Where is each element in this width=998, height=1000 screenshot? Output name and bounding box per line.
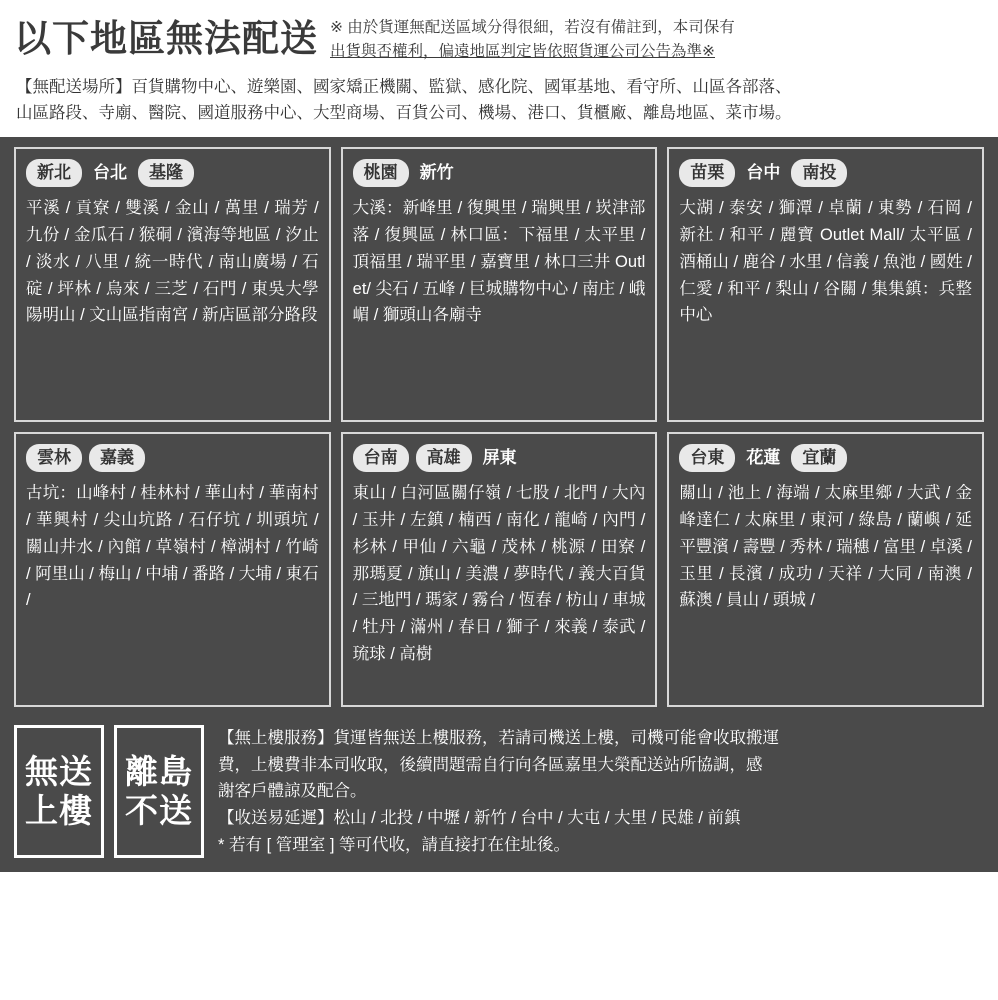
- header: [0, 0, 998, 72]
- region-tab-tainan: 台南: [353, 444, 409, 473]
- header-note-line1: ※ 由於貨運無配送區域分得很細，若沒有備註到，本司保有: [330, 19, 735, 36]
- region-tab-kaohsiung: 高雄: [416, 444, 472, 473]
- region-card-miaoli-taichung-nantou: [667, 147, 984, 422]
- region-tab-taichung: 台中: [746, 162, 781, 182]
- page-title: 以下地區無法配送: [14, 17, 318, 59]
- region-tab-keelung: 基隆: [138, 159, 194, 188]
- footer-notes: [214, 725, 984, 859]
- region-tab-xinbei: 新北: [26, 159, 82, 188]
- region-tab-taoyuan: 桃園: [353, 159, 409, 188]
- header-note: [330, 14, 984, 64]
- region-tab-chiayi: 嘉義: [89, 444, 145, 473]
- region-tab-miaoli: 苗栗: [679, 159, 735, 188]
- region-card-tainan-kaohsiung-pingtung: [341, 432, 658, 707]
- region-tabs: [353, 159, 646, 188]
- region-tab-taitung: 台東: [679, 444, 735, 473]
- footer-note-line2: 費，上樓費非本司收取，後續問題需自行向各區嘉里大榮配送站所協調，感: [218, 755, 763, 774]
- footer-note-line5: * 若有 [ 管理室 ] 等可代收，請直接打在住址後。: [218, 835, 571, 854]
- region-card-north: [14, 147, 331, 422]
- footer-note-line3: 謝客戶體諒及配合。: [218, 782, 367, 801]
- region-area-list: 東山 / 白河區關仔嶺 / 七股 / 北門 / 大內 / 玉井 / 左鎮 / 楠西 / 南化 / 龍崎 / 內門 / 杉林 / 甲仙 / 六龜 / 茂林 / 桃源 / 田寮 / 那瑪夏 / 旗山 / 美濃 / 夢時代 / 義大百貨 / 三地門 / 瑪家 / 霧台 / 恆春 / 枋山 / 車城 / 牡丹 / 滿州 / 春日 / 獅子 / 來義 / 泰武 / 琉球 / 高樹: [352, 484, 646, 663]
- no-delivery-places-line2: 山區路段、寺廟、醫院、國道服務中心、大型商場、百貨公司、機場、港口、貨櫃廠、離島地區、菜市場。: [16, 104, 792, 123]
- region-area-list: 古坑：山峰村 / 桂林村 / 華山村 / 華南村 / 華興村 / 尖山坑路 / 石仔坑 / 圳頭坑 / 關山井水 / 內館 / 草嶺村 / 樟湖村 / 竹崎 / 阿里山 / 梅山 / 中埔 / 番路 / 大埔 / 東石 /: [26, 484, 319, 610]
- region-tab-nantou: 南投: [791, 159, 847, 188]
- footer-note-line1: 【無上樓服務】貨運皆無送上樓服務，若請司機送上樓，司機可能會收取搬運: [218, 728, 779, 747]
- stamp-no-upstairs-line1: 無送: [25, 752, 93, 790]
- region-tabs: [679, 444, 972, 473]
- footer: [0, 719, 998, 873]
- region-area-list: 關山 / 池上 / 海端 / 太麻里鄉 / 大武 / 金峰達仁 / 太麻里 / 東河 / 綠島 / 蘭嶼 / 延平豐濱 / 壽豐 / 秀林 / 瑞穗 / 富里 / 卓溪 / 玉里 / 長濱 / 成功 / 天祥 / 大同 / 南澳 / 蘇澳 / 員山 / 頭城 /: [679, 484, 972, 610]
- header-note-line2: 出貨與否權利，偏遠地區判定皆依照貨運公司公告為準※: [330, 43, 715, 61]
- region-tabs: [26, 444, 319, 473]
- region-card-taoyuan-hsinchu: [341, 147, 658, 422]
- stamp-no-upstairs-delivery: [14, 725, 104, 859]
- region-tab-taipei: 台北: [93, 162, 127, 182]
- region-area-list: 大溪：新峰里 / 復興里 / 瑞興里 / 崁津部落 / 復興區 / 林口區：下福里 / 太平里 / 頂福里 / 瑞平里 / 嘉寶里 / 林口三井 Outlet/ 尖石 / 五峰 / 巨城購物中心 / 南庄 / 峨嵋 / 獅頭山各廟寺: [352, 199, 646, 325]
- footer-note-line4: 【收送易延遲】松山 / 北投 / 中壢 / 新竹 / 台中 / 大屯 / 大里 / 民雄 / 前鎮: [218, 808, 741, 827]
- region-grid-container: [0, 137, 998, 719]
- region-tabs: [679, 159, 972, 188]
- region-tabs: [26, 159, 319, 188]
- stamp-no-island-line1: 離島: [125, 752, 193, 790]
- region-tab-yunlin: 雲林: [26, 444, 82, 473]
- region-tab-pingtung: 屏東: [482, 447, 517, 467]
- region-card-taitung-hualien-yilan: [667, 432, 984, 707]
- region-area-list: 大湖 / 泰安 / 獅潭 / 卓蘭 / 東勢 / 石岡 / 新社 / 和平 / 麗寶 Outlet Mall/ 太平區 / 酒桶山 / 鹿谷 / 水里 / 信義 / 魚池 / 國姓 / 仁愛 / 和平 / 梨山 / 谷關 / 集集鎮：兵整中心: [679, 199, 972, 325]
- no-delivery-places-note: [0, 72, 998, 137]
- region-card-yunlin-chiayi: [14, 432, 331, 707]
- region-grid: [14, 147, 984, 707]
- region-tab-hsinchu: 新竹: [419, 162, 454, 182]
- stamp-no-upstairs-line2: 上樓: [25, 791, 93, 829]
- region-tab-yilan: 宜蘭: [791, 444, 847, 473]
- stamp-no-island-line2: 不送: [125, 791, 193, 829]
- region-tab-hualien: 花蓮: [746, 447, 781, 467]
- stamp-no-island-delivery: [114, 725, 204, 859]
- region-area-list: 平溪 / 貢寮 / 雙溪 / 金山 / 萬里 / 瑞芳 / 九份 / 金瓜石 / 猴硐 / 濱海等地區 / 汐止 / 淡水 / 八里 / 統一時代 / 南山廣場 / 石碇 / 坪林 / 烏來 / 三芝 / 石門 / 東吳大學陽明山 / 文山區指南宮 / 新店區部分路段: [26, 199, 319, 325]
- region-tabs: [353, 444, 646, 473]
- no-delivery-places-line1: 【無配送場所】百貨購物中心、遊樂園、國家矯正機關、監獄、感化院、國軍基地、看守所、山區各部落、: [16, 78, 792, 97]
